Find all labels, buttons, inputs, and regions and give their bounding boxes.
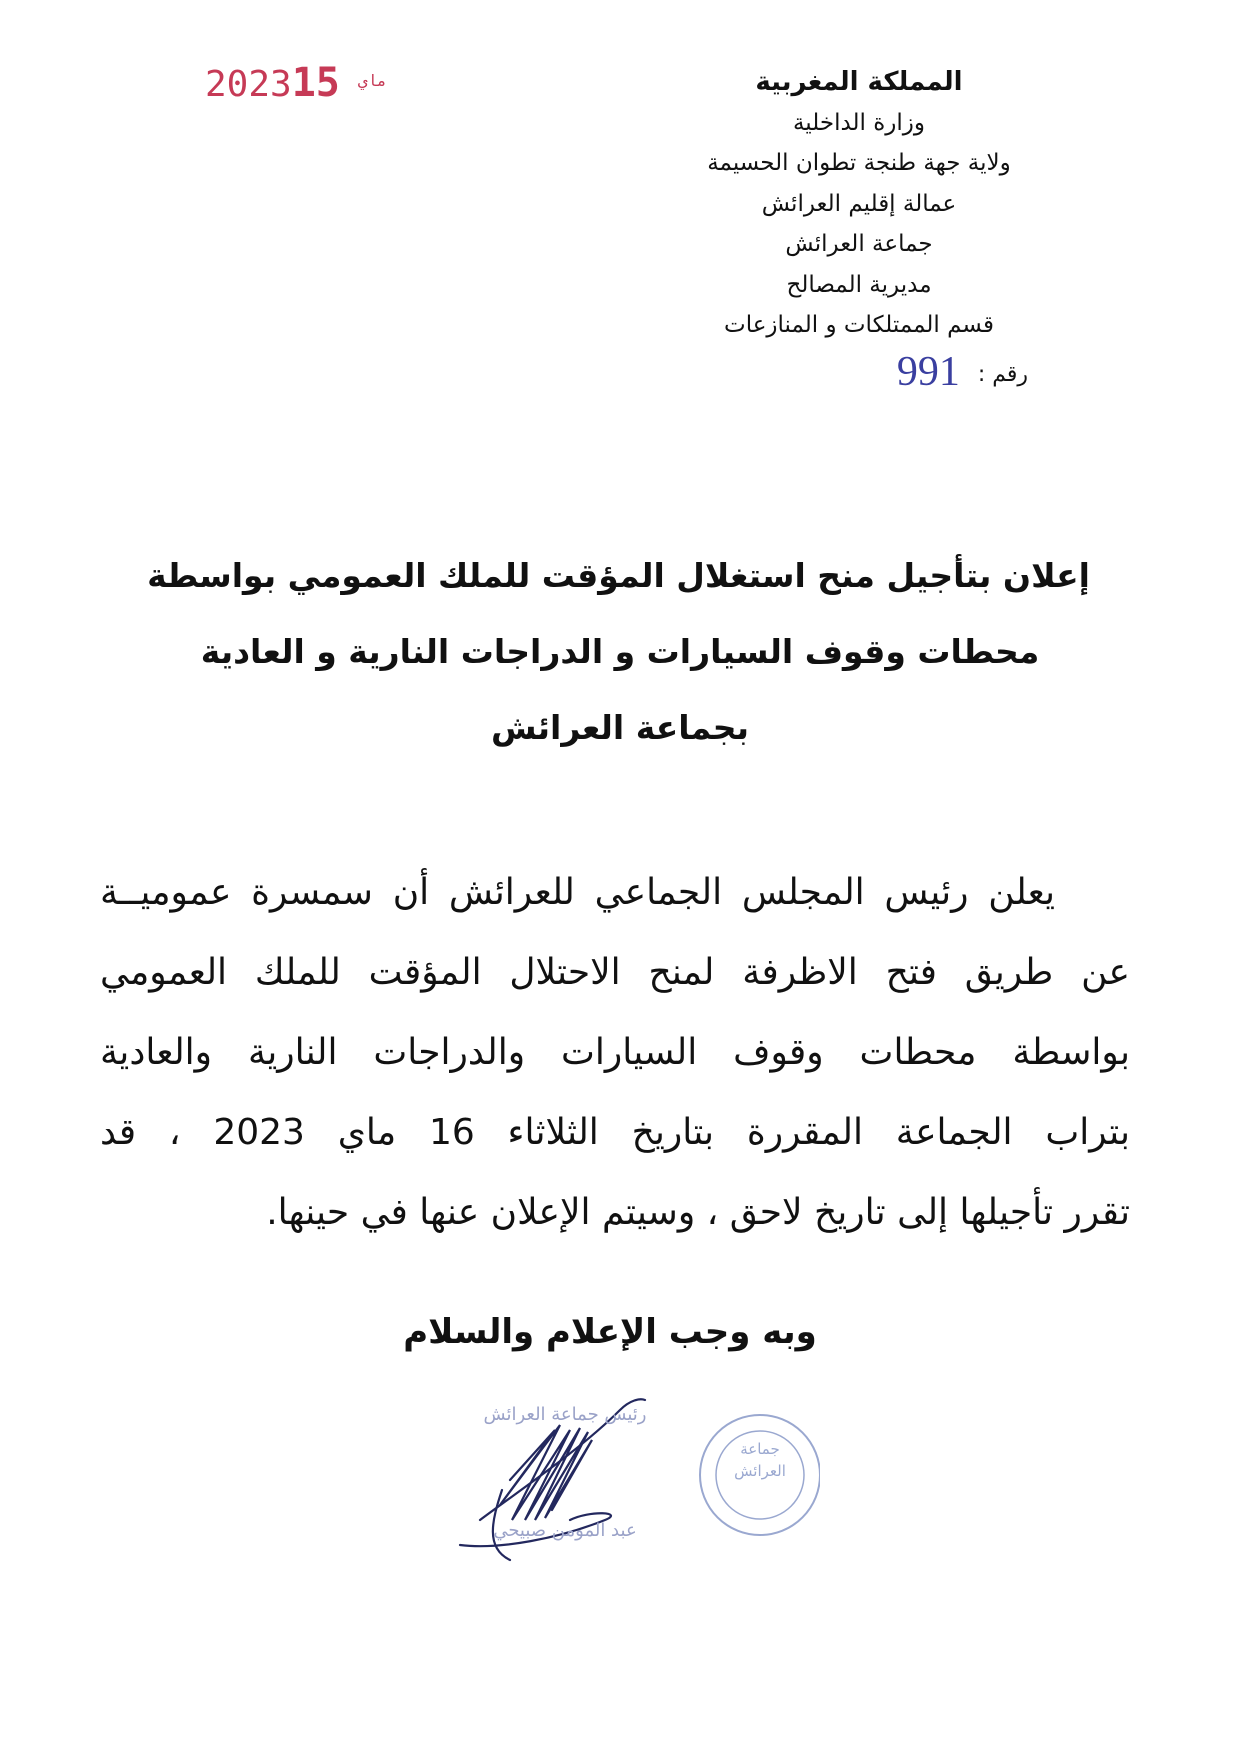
body-line: تقرر تأجيلها إلى تاريخ لاحق ، وسيتم الإعلان عنها في حينها. (266, 1192, 1130, 1233)
letterhead-directorate: مديرية المصالح (786, 271, 932, 298)
letterhead (629, 62, 1089, 346)
body-line: عن طريق فتح الاظرفة لمنح الاحتلال المؤقت للملك العمومي (100, 952, 1130, 993)
title-line: محطات وقوف السيارات و الدراجات النارية و العادية (200, 632, 1040, 671)
letterhead-department: قسم الممتلكات و المنازعات (724, 312, 994, 338)
letterhead-kingdom: المملكة المغربية (755, 67, 963, 97)
date-stamp (205, 60, 401, 106)
stamp-day: 15 (291, 60, 340, 106)
letterhead-province: عمالة إقليم العرائش (761, 190, 957, 217)
letterhead-ministry: وزارة الداخلية (792, 109, 926, 136)
letterhead-commune: جماعة العرائش (785, 231, 933, 257)
reference-label: رقم : (977, 362, 1028, 387)
body-line: يعلن رئيس المجلس الجماعي للعرائش أن سمسرة عموميــة (100, 872, 1055, 913)
document-title (147, 538, 1090, 766)
signature-title: رئيس جماعة العرائش (483, 1404, 647, 1425)
signature-name: عبد المومن صبيحي (493, 1520, 637, 1541)
letterhead-region: ولاية جهة طنجة تطوان الحسيمة (707, 150, 1011, 176)
reference-line (897, 348, 1028, 396)
stamp-year: 2023 (205, 64, 292, 105)
seal-line: جماعة (740, 1440, 780, 1458)
reference-number: 991 (896, 349, 960, 395)
stamp-month: ماي (357, 71, 387, 90)
title-line: إعلان بتأجيل منح استغلال المؤقت للملك العمومي بواسطة (147, 556, 1090, 595)
body-line: بتراب الجماعة المقررة بتاريخ الثلاثاء 16 ماي 2023 ، قد (100, 1112, 1130, 1153)
closing-formula: وبه وجب الإعلام والسلام (403, 1312, 817, 1352)
seal-line: العرائش (734, 1462, 786, 1480)
seal-text (715, 1438, 805, 1482)
title-line: بجماعة العرائش (491, 708, 749, 747)
announcement-body (100, 853, 1130, 1253)
signature-block (440, 1370, 820, 1570)
body-line: بواسطة محطات وقوف السيارات والدراجات النارية والعادية (100, 1032, 1130, 1073)
